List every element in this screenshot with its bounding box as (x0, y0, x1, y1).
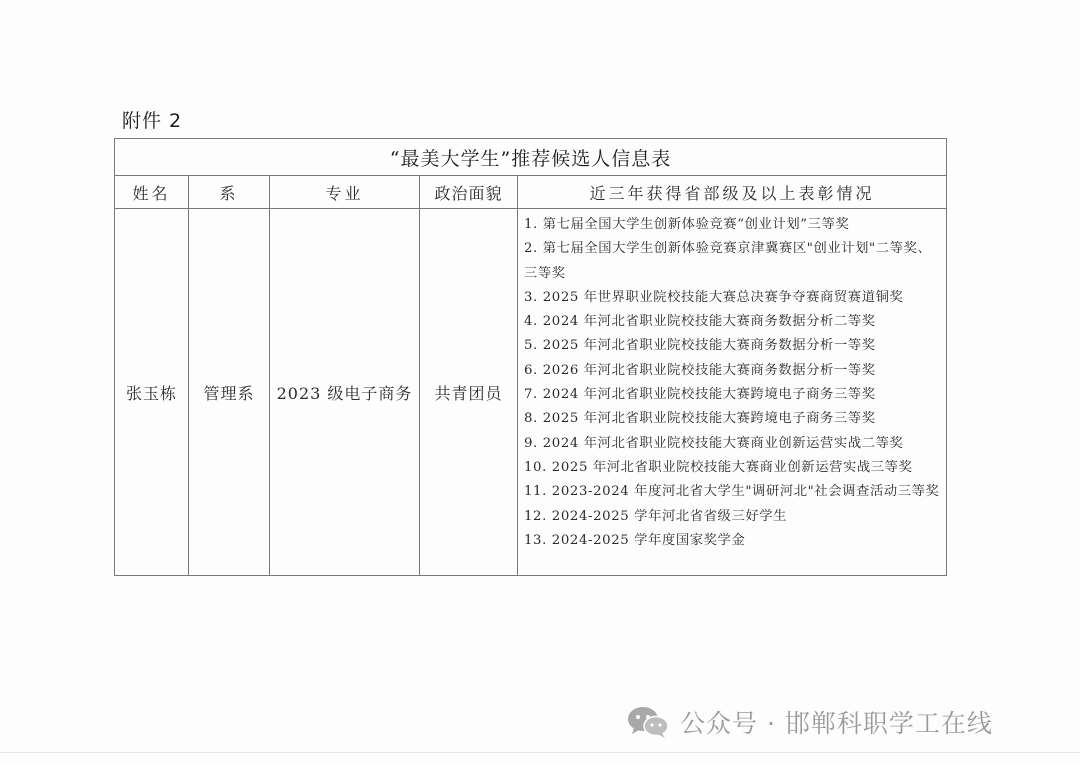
table-header-row (115, 176, 947, 209)
watermark (626, 702, 993, 742)
list-item: 12. 2024-2025 学年河北省省级三好学生 (524, 508, 788, 524)
list-item: 1. 第七届全国大学生创新体验竞赛“创业计划”三等奖 (524, 217, 850, 232)
attachment-label: 附件 2 (122, 110, 183, 132)
header-awards: 近三年获得省部级及以上表彰情况 (518, 176, 947, 209)
wechat-icon (626, 705, 670, 739)
list-item: 13. 2024-2025 学年度国家奖学金 (524, 532, 746, 548)
page-bottom-divider (0, 752, 1080, 753)
table-title-row (115, 139, 947, 176)
table-row (115, 209, 947, 576)
list-item: 5. 2025 年河北省职业院校技能大赛商务数据分析一等奖 (524, 338, 876, 354)
header-department: 系 (189, 176, 270, 209)
list-item: 8. 2025 年河北省职业院校技能大赛跨境电子商务三等奖 (524, 411, 876, 427)
candidate-info-table (114, 138, 947, 576)
candidate-awards (518, 209, 947, 576)
header-name: 姓名 (115, 176, 189, 209)
candidate-major: 2023 级电子商务 (270, 209, 420, 576)
candidate-name: 张玉栋 (115, 209, 189, 576)
list-item: 10. 2025 年河北省职业院校技能大赛商业创新运营实战三等奖 (524, 459, 913, 475)
watermark-text: 公众号 · 邯郸科职学工在线 (680, 709, 993, 738)
list-item: 4. 2024 年河北省职业院校技能大赛商务数据分析二等奖 (524, 314, 876, 330)
list-item: 6. 2026 年河北省职业院校技能大赛商务数据分析一等奖 (524, 362, 876, 378)
candidate-department: 管理系 (189, 209, 270, 576)
list-item: 7. 2024 年河北省职业院校技能大赛跨境电子商务三等奖 (524, 387, 876, 403)
list-item: 2. 第七届全国大学生创新体验竞赛京津冀赛区"创业计划"二等奖、三等奖 (524, 241, 932, 281)
list-item: 3. 2025 年世界职业院校技能大赛总决赛争夺赛商贸赛道铜奖 (524, 289, 904, 305)
header-political-status: 政治面貌 (420, 176, 518, 209)
header-major: 专业 (270, 176, 420, 209)
list-item: 9. 2024 年河北省职业院校技能大赛商业创新运营实战二等奖 (524, 435, 904, 451)
table-title: “最美大学生”推荐候选人信息表 (115, 139, 947, 176)
list-item: 11. 2023-2024 年度河北省大学生"调研河北"社会调查活动三等奖 (524, 484, 940, 500)
awards-list (524, 213, 942, 553)
candidate-political-status: 共青团员 (420, 209, 518, 576)
